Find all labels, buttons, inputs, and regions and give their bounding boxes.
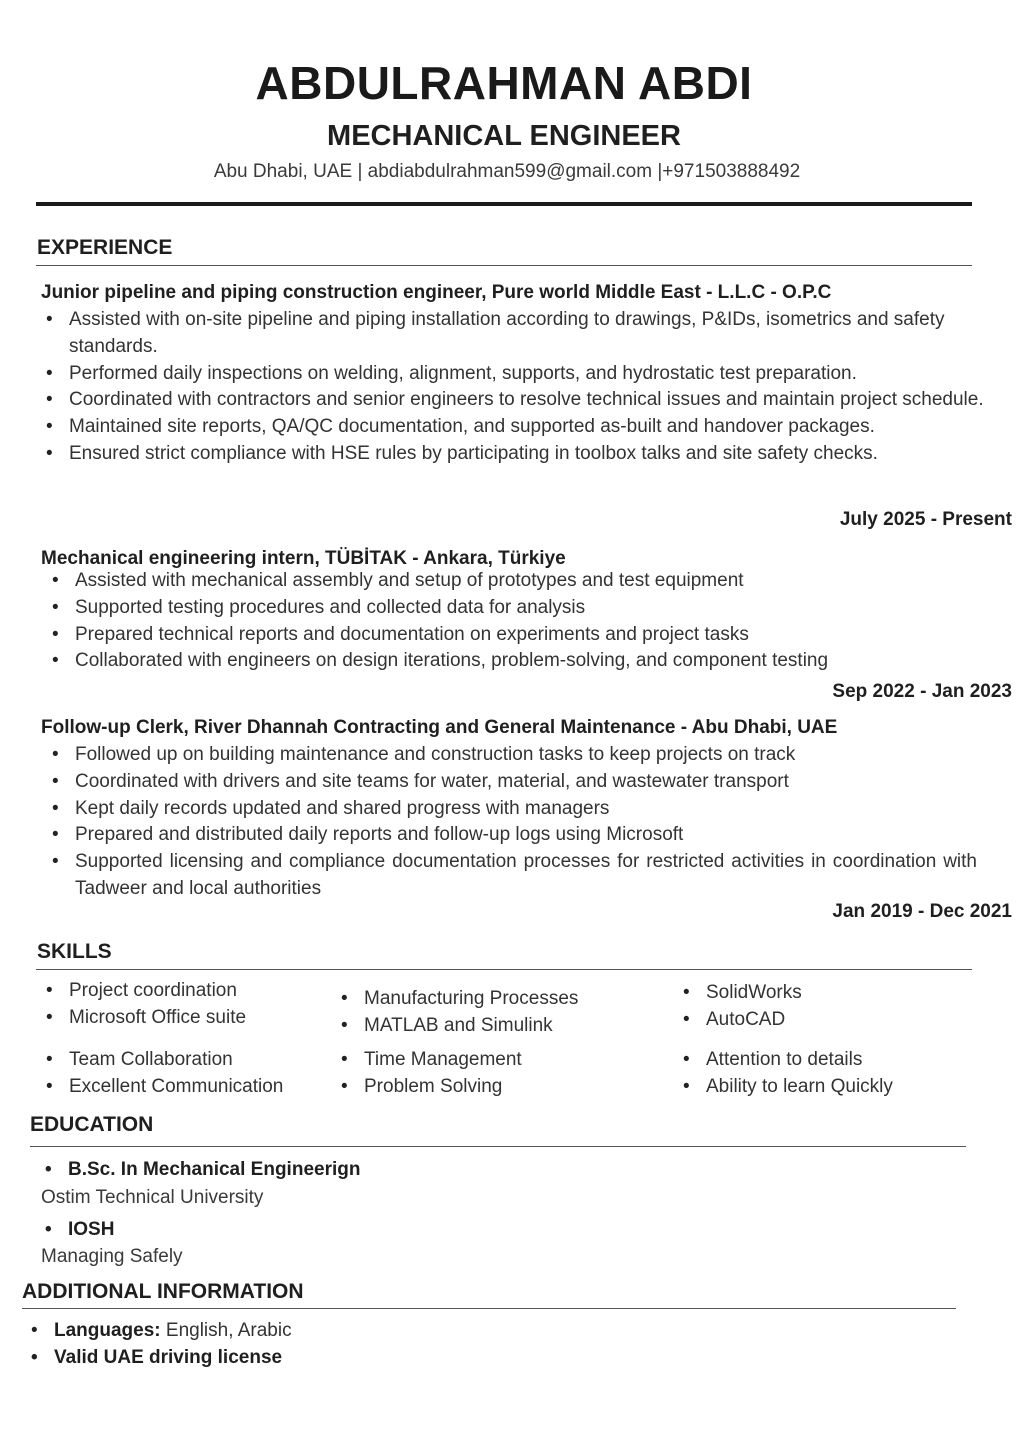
additional-heading: ADDITIONAL INFORMATION bbox=[22, 1280, 304, 1303]
education-school-2: Managing Safely bbox=[41, 1246, 183, 1267]
education-degree-2 bbox=[36, 1217, 636, 1244]
list-item: • Excellent Communication bbox=[37, 1074, 327, 1101]
list-item: • Team Collaboration bbox=[37, 1047, 327, 1074]
list-item bbox=[22, 1318, 622, 1345]
job-2-dates: Sep 2022 - Jan 2023 bbox=[832, 681, 1012, 702]
education-degree-1 bbox=[36, 1157, 636, 1184]
languages-value: English, Arabic bbox=[160, 1320, 292, 1341]
list-item: • IOSH bbox=[36, 1217, 636, 1244]
list-item: • Manufacturing Processes bbox=[332, 986, 652, 1013]
job-1-title: Junior pipeline and piping construction engineer, Pure world Middle East - L.L.C - O.P.C bbox=[41, 282, 832, 303]
list-item: • Problem Solving bbox=[332, 1074, 652, 1101]
list-item: • Coordinated with contractors and senior engineers to resolve technical issues and maintain project schedule. bbox=[37, 387, 992, 414]
skills-col2-top bbox=[332, 986, 652, 1040]
experience-divider bbox=[36, 265, 972, 266]
list-item: • Prepared technical reports and documentation on experiments and project tasks bbox=[43, 622, 993, 649]
experience-heading: EXPERIENCE bbox=[37, 236, 173, 259]
list-item: • Time Management bbox=[332, 1047, 652, 1074]
list-item: • MATLAB and Simulink bbox=[332, 1013, 652, 1040]
job-3-title: Follow-up Clerk, River Dhannah Contracting and General Maintenance - Abu Dhabi, UAE bbox=[41, 717, 838, 738]
list-item: • Ability to learn Quickly bbox=[674, 1074, 974, 1101]
additional-divider bbox=[22, 1308, 956, 1309]
list-item: • Ensured strict compliance with HSE rules by participating in toolbox talks and site safety checks. bbox=[37, 441, 992, 468]
job-3-dates: Jan 2019 - Dec 2021 bbox=[832, 901, 1012, 922]
additional-list bbox=[22, 1318, 622, 1372]
list-item: • Coordinated with drivers and site teams for water, material, and wastewater transport bbox=[43, 769, 977, 796]
list-item: • Prepared and distributed daily reports and follow-up logs using Microsoft bbox=[43, 822, 977, 849]
skills-col1-bottom bbox=[37, 1047, 327, 1101]
list-item: • Kept daily records updated and shared progress with managers bbox=[43, 796, 977, 823]
list-item: • Attention to details bbox=[674, 1047, 974, 1074]
job-title-heading: MECHANICAL ENGINEER bbox=[327, 120, 681, 152]
list-item: • Collaborated with engineers on design iterations, problem-solving, and component testing bbox=[43, 648, 993, 675]
skills-heading: SKILLS bbox=[37, 940, 112, 963]
education-divider bbox=[30, 1146, 966, 1147]
list-item: • Maintained site reports, QA/QC documentation, and supported as-built and handover packages. bbox=[37, 414, 992, 441]
skills-col3-top bbox=[674, 980, 974, 1034]
candidate-name: ABDULRAHMAN ABDI bbox=[255, 57, 753, 109]
list-item: • Microsoft Office suite bbox=[37, 1005, 327, 1032]
list-item: • AutoCAD bbox=[674, 1007, 974, 1034]
list-item: • Valid UAE driving license bbox=[22, 1345, 622, 1372]
job-2-bullets bbox=[43, 568, 993, 675]
job-1-dates: July 2025 - Present bbox=[839, 509, 1012, 530]
list-item: • Supported testing procedures and collected data for analysis bbox=[43, 595, 993, 622]
list-item: • Project coordination bbox=[37, 978, 327, 1005]
skills-col2-bottom bbox=[332, 1047, 652, 1101]
list-item: • Supported licensing and compliance documentation processes for restricted activities in coordination with Tadweer and local authorities bbox=[43, 849, 977, 903]
education-school-1: Ostim Technical University bbox=[41, 1187, 264, 1208]
list-item: • Assisted with on-site pipeline and piping installation according to drawings, P&IDs, isometrics and safety standards. bbox=[37, 307, 992, 361]
languages-label: Languages: bbox=[54, 1320, 161, 1341]
list-item: • Assisted with mechanical assembly and setup of prototypes and test equipment bbox=[43, 568, 993, 595]
job-3-bullets bbox=[43, 742, 977, 903]
list-item: • Performed daily inspections on welding, alignment, supports, and hydrostatic test preparation. bbox=[37, 361, 992, 388]
job-1-bullets bbox=[37, 307, 992, 468]
list-item: • Followed up on building maintenance and construction tasks to keep projects on track bbox=[43, 742, 977, 769]
skills-col1-top bbox=[37, 978, 327, 1032]
list-item: • SolidWorks bbox=[674, 980, 974, 1007]
header-divider bbox=[36, 202, 972, 206]
skills-col3-bottom bbox=[674, 1047, 974, 1101]
job-2-title: Mechanical engineering intern, TÜBİTAK - Ankara, Türkiye bbox=[41, 548, 566, 569]
skills-divider bbox=[36, 969, 972, 970]
list-item: • B.Sc. In Mechanical Engineerign bbox=[36, 1157, 636, 1184]
education-heading: EDUCATION bbox=[30, 1113, 154, 1136]
contact-line: Abu Dhabi, UAE | abdiabdulrahman599@gmail.com |+971503888492 bbox=[213, 161, 801, 182]
